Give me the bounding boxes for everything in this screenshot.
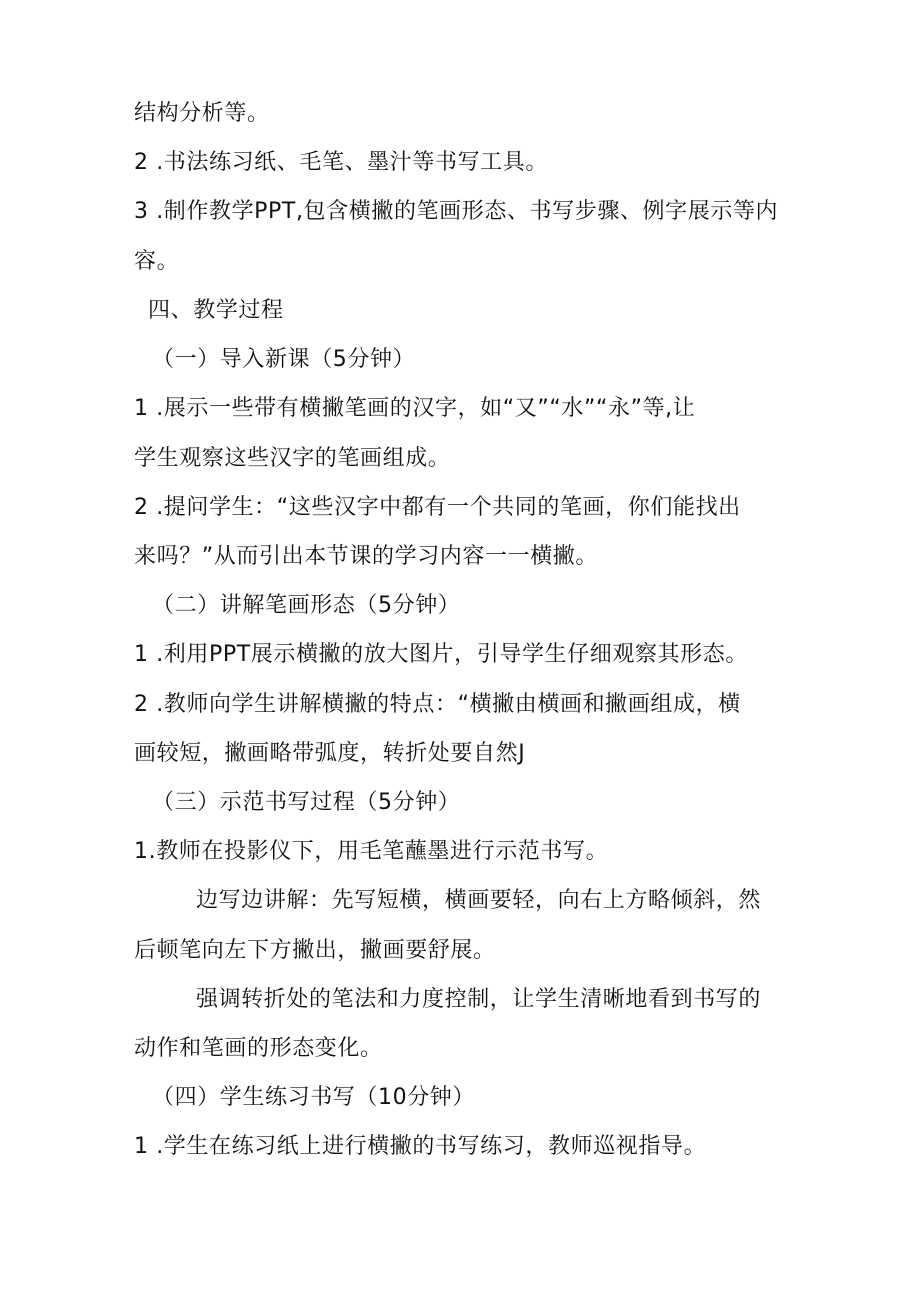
list-item: 3 .制作教学PPT,包含横撇的笔画形态、书写步骤、例字展示等内 bbox=[134, 199, 779, 224]
list-item: 1.教师在投影仪下，用毛笔蘸墨进行示范书写。 bbox=[134, 839, 609, 864]
paragraph-line: 强调转折处的笔法和力度控制，让学生清晰地看到书写的 bbox=[196, 987, 762, 1012]
list-item: 2 .提问学生：“这些汉字中都有一个共同的笔画，你们能找出 bbox=[134, 495, 741, 520]
list-item: 1 .利用PPT展示横撇的放大图片，引导学生仔细观察其形态。 bbox=[134, 642, 748, 667]
text-line: 学生观察这些汉字的笔画组成。 bbox=[134, 446, 451, 471]
list-item: 2 .书法练习纸、毛笔、墨汁等书写工具。 bbox=[134, 150, 548, 175]
subsection-heading: （四）学生练习书写（10分钟） bbox=[152, 1085, 475, 1110]
text-line: 动作和笔画的形态变化。 bbox=[134, 1036, 383, 1061]
section-heading: 四、教学过程 bbox=[148, 298, 284, 323]
text-line: 结构分析等。 bbox=[134, 101, 270, 126]
text-line: 画较短，撇画略带弧度，转折处要自然J bbox=[134, 741, 526, 766]
subsection-heading: （一）导入新课（5分钟） bbox=[152, 347, 416, 372]
text-line: 容。 bbox=[134, 249, 180, 274]
subsection-heading: （二）讲解笔画形态（5分钟） bbox=[152, 593, 461, 618]
text-line: 后顿笔向左下方撇出，撇画要舒展。 bbox=[134, 938, 496, 963]
list-item: 1 .展示一些带有横撇笔画的汉字，如“又”“水”“永”等,让 bbox=[134, 396, 696, 421]
text-line: 来吗？”从而引出本节课的学习内容一一横撇。 bbox=[134, 544, 598, 569]
list-item: 1 .学生在练习纸上进行横撇的书写练习，教师巡视指导。 bbox=[134, 1134, 707, 1159]
list-item: 2 .教师向学生讲解横撇的特点：“横撇由横画和撇画组成，横 bbox=[134, 692, 741, 717]
subsection-heading: （三）示范书写过程（5分钟） bbox=[152, 790, 461, 815]
paragraph-line: 边写边讲解：先写短横，横画要轻，向右上方略倾斜，然 bbox=[196, 888, 762, 913]
